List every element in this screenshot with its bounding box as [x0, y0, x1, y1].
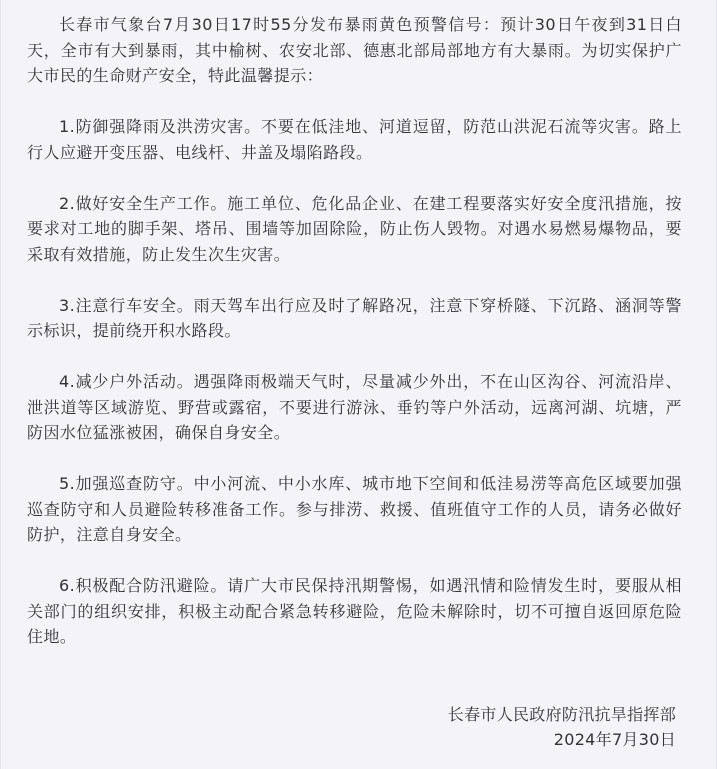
notice-item-3: 3.注意行车安全。雨天驾车出行应及时了解路况，注意下穿桥隧、下沉路、涵洞等警示标识，提前绕开积水路段。	[27, 295, 682, 340]
notice-item-5: 5.加强巡查防守。中小河流、中小水库、城市地下空间和低洼易涝等高危区域要加强巡查防守和人员避险转移准备工作。参与排涝、救援、值班值守工作的人员，请务必做好防护，注意自身安全。	[27, 474, 682, 544]
notice-item-6: 6.积极配合防汛避险。请广大市民保持汛期警惕，如遇汛情和险情发生时，要服从相关部门的组织安排，积极主动配合紧急转移避险，危险未解除时，切不可擅自返回原危险住地。	[27, 576, 682, 646]
notice-item-2: 2.做好安全生产工作。施工单位、危化品企业、在建工程要落实好安全度汛措施，按要求对工地的脚手架、塔吊、围墙等加固除险，防止伤人毁物。对遇水易燃易爆物品，要采取有效措施，防止发生次生灾害。	[27, 193, 682, 264]
paragraph-gap	[27, 548, 682, 574]
paragraph-gap	[27, 344, 682, 370]
paragraph-gap	[27, 446, 682, 472]
notice-item-4: 4.减少户外活动。遇强降雨极端天气时，尽量减少外出，不在山区沟谷、河流沿岸、泄洪道等区域游览、野营或露宿，不要进行游泳、垂钓等户外活动，远离河湖、坑塘，严防因水位猛涨被困，确保自身安全。	[27, 372, 682, 442]
paragraph-gap	[27, 267, 682, 293]
notice-item-1: 1.防御强降雨及洪涝灾害。不要在低洼地、河道逗留，防范山洪泥石流等灾害。路上行人应避开变压器、电线杆、井盖及塌陷路段。	[27, 117, 682, 162]
issue-date: 2024年7月30日	[553, 730, 676, 749]
notice-intro: 长春市气象台7月30日17时55分发布暴雨黄色预警信号：预计30日午夜到31日白天，全市有大到暴雨，其中榆树、农安北部、德惠北部局部地方有大暴雨。为切实保护广大市民的生命财产安全，特此温馨提示：	[27, 15, 682, 85]
paragraph-gap	[27, 89, 682, 115]
paragraph-gap	[27, 165, 682, 191]
issuer-name: 长春市人民政府防汛抗旱指挥部	[447, 705, 676, 724]
signature-block	[448, 702, 676, 752]
